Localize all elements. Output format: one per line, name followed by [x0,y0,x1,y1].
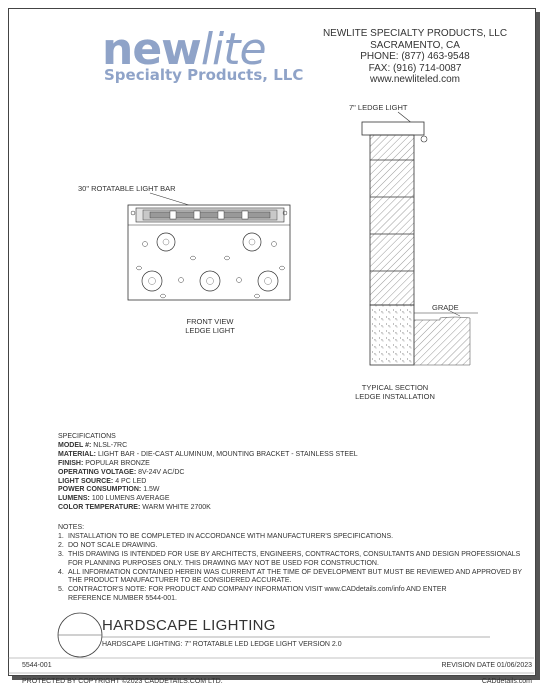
note-item: 3. THIS DRAWING IS INTENDED FOR USE BY ARCHITECTS, ENGINEERS, CONTRACTORS, CONSULTANTS AND DESIGN PROFESSIONALS [58,550,521,558]
company-phone: PHONE: (877) 463-9548 [360,51,470,62]
notes [58,524,523,604]
drawing-subtitle: HARDSCAPE LIGHTING: 7" ROTATABLE LED LEDGE LIGHT VERSION 2.0 [102,641,342,648]
grade-label: GRADE [432,303,459,312]
note-item: 4. ALL INFORMATION CONTAINED HEREIN WAS CURRENT AT THE TIME OF DEVELOPMENT BUT MUST BE REVIEWED AND APPROVED BY [58,568,523,576]
spec-row: MODEL #: NLSL-7RC [58,441,128,449]
revision-date: REVISION DATE 01/06/2023 [441,662,532,669]
spec-row: LIGHT SOURCE: 4 PC LED [58,477,147,485]
front-view-caption [170,317,250,335]
company-city: SACRAMENTO, CA [370,39,460,51]
note-item-continued: FOR PLANNING PURPOSES ONLY. THIS DRAWING MAY NOT BE USED FOR CONSTRUCTION. [68,559,379,567]
note-item-continued: REFERENCE NUMBER 5544-001. [68,595,177,603]
spec-row: MATERIAL: LIGHT BAR - DIE-CAST ALUMINUM, MOUNTING BRACKET - STAINLESS STEEL [58,450,358,458]
spec-row: POWER CONSUMPTION: 1.5W [58,486,160,494]
section-callout: 7" LEDGE LIGHT [349,103,408,112]
company-website[interactable]: www.newliteled.com [369,74,461,85]
spec-row: OPERATING VOLTAGE: 8V-24V AC/DC [58,468,185,476]
spec-row: LUMENS: 100 LUMENS AVERAGE [58,495,170,503]
front-view-callout: 30" ROTATABLE LIGHT BAR [78,184,176,193]
note-item-continued: THE PRODUCT MANUFACTURER TO BE CONSIDERED ACCURATE. [68,577,292,585]
note-item: 5. CONTRACTOR'S NOTE: FOR PRODUCT AND COMPANY INFORMATION VISIT www.CADdetails.com/info AND ENTER [58,586,447,594]
front-caption-line-1: FRONT VIEW [186,317,234,326]
logo-word-lite: lite [200,24,266,75]
front-view-drawing [128,193,290,300]
company-name: NEWLITE SPECIALTY PRODUCTS, LLC [322,28,508,39]
note-item: 1. INSTALLATION TO BE COMPLETED IN ACCORDANCE WITH MANUFACTURER'S SPECIFICATIONS. [58,532,394,540]
front-caption-line-2: LEDGE LIGHT [185,326,235,335]
drawing-number: 5544-001 [22,662,52,669]
company-fax: FAX: (916) 714-0087 [368,62,462,74]
section-caption [345,383,445,401]
drawing-title: HARDSCAPE LIGHTING [102,617,276,634]
spec-row: COLOR TEMPERATURE: WARM WHITE 2700K [58,504,211,512]
section-caption-line-2: LEDGE INSTALLATION [355,392,435,401]
notes-heading: NOTES: [58,524,85,531]
section-drawing [362,112,478,365]
specifications [58,433,358,513]
caddetails-link[interactable]: CADdetails.com [481,678,532,685]
logo-word-new: new [102,24,201,75]
note-item: 2. DO NOT SCALE DRAWING. [58,541,158,549]
spec-row: FINISH: POPULAR BRONZE [58,459,150,467]
logo-subtitle: Specialty Products, LLC [104,66,304,84]
copyright-notice: PROTECTED BY COPYRIGHT ©2023 CADDETAILS.COM LTD. [22,678,223,685]
section-caption-line-1: TYPICAL SECTION [361,383,429,392]
specs-heading: SPECIFICATIONS [58,433,116,440]
